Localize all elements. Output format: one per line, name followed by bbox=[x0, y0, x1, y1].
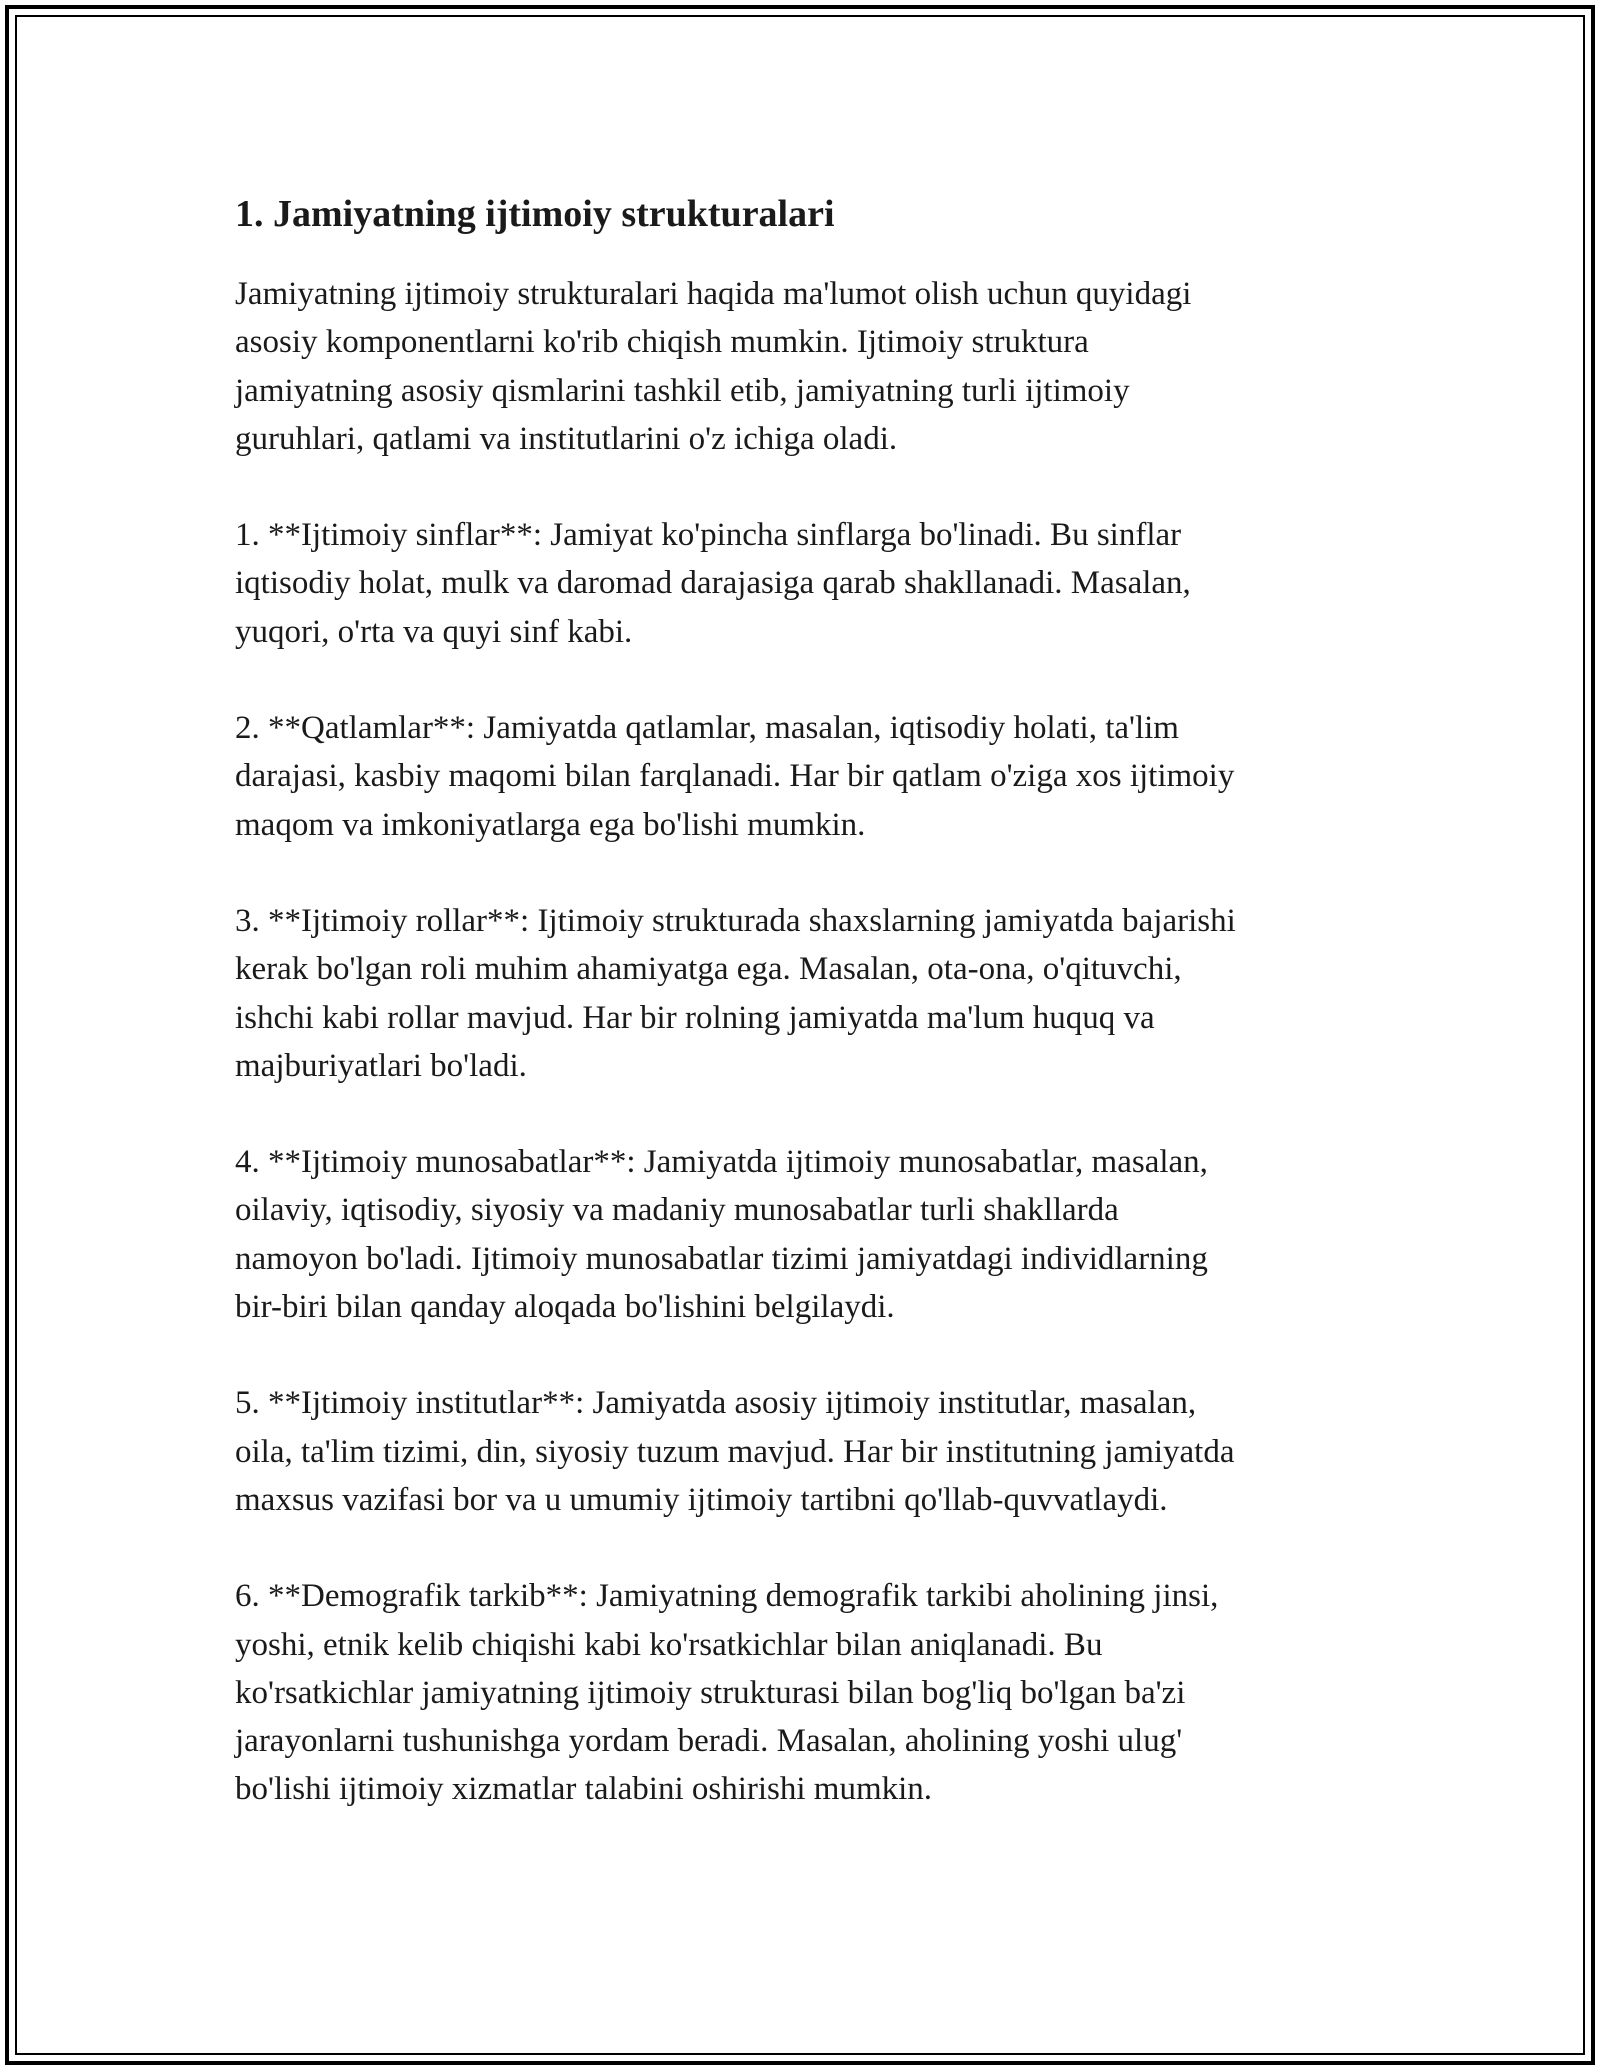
paragraph-ijtimoiy-institutlar: 5. **Ijtimoiy institutlar**: Jamiyatda asosiy ijtimoiy institutlar, masalan, oila, ta'lim tizimi, din, siyosiy tuzum mavjud. Har bir institutning jamiyatda maxsus vazifasi bor va u umumiy ijtimoiy tartibni qo'llab-quvvatlaydi. bbox=[235, 1385, 1235, 1518]
intro-paragraph: Jamiyatning ijtimoiy strukturalari haqida ma'lumot olish uchun quyidagi asosiy komponentlarni ko'rib chiqish mumkin. Ijtimoiy struktura jamiyatning asosiy qismlarini tashkil etib, jamiyatning turli ijtimoiy guruhlari, qatlami va institutlarini o'z ichiga oladi. bbox=[235, 276, 1192, 457]
section-heading: 1. Jamiyatning ijtimoiy strukturalari bbox=[235, 193, 835, 235]
document-body bbox=[235, 186, 1385, 1814]
paragraph-ijtimoiy-munosabatlar: 4. **Ijtimoiy munosabatlar**: Jamiyatda ijtimoiy munosabatlar, masalan, oilaviy, iqtisodiy, siyosiy va madaniy munosabatlar turli shakllarda namoyon bo'ladi. Ijtimoiy munosabatlar tizimi jamiyatdagi individlarning bir-biri bilan qanday aloqada bo'lishini belgilaydi. bbox=[235, 1144, 1208, 1326]
paragraph-demografik-tarkib: 6. **Demografik tarkib**: Jamiyatning demografik tarkibi aholining jinsi, yoshi, etnik kelib chiqishi kabi ko'rsatkichlar bilan aniqlanadi. Bu ko'rsatkichlar jamiyatning ijtimoiy strukturasi bilan bog'liq bo'lgan ba'zi jarayonlarni tushunishga yordam beradi. Masalan, aholining yoshi ulug' bo'lishi ijtimoiy xizmatlar talabini oshirishi mumkin. bbox=[235, 1578, 1219, 1808]
paragraph-ijtimoiy-sinflar: 1. **Ijtimoiy sinflar**: Jamiyat ko'pincha sinflarga bo'linadi. Bu sinflar iqtisodiy holat, mulk va daromad darajasiga qarab shakllanadi. Masalan, yuqori, o'rta va quyi sinf kabi. bbox=[235, 517, 1191, 650]
paragraph-qatlamlar: 2. **Qatlamlar**: Jamiyatda qatlamlar, masalan, iqtisodiy holati, ta'lim darajasi, kasbiy maqomi bilan farqlanadi. Har bir qatlam o'ziga xos ijtimoiy maqom va imkoniyatlarga ega bo'lishi mumkin. bbox=[235, 710, 1235, 843]
paragraph-ijtimoiy-rollar: 3. **Ijtimoiy rollar**: Ijtimoiy strukturada shaxslarning jamiyatda bajarishi kerak bo'lgan roli muhim ahamiyatga ega. Masalan, ota-ona, o'qituvchi, ishchi kabi rollar mavjud. Har bir rolning jamiyatda ma'lum huquq va majburiyatlari bo'ladi. bbox=[235, 902, 1236, 1084]
